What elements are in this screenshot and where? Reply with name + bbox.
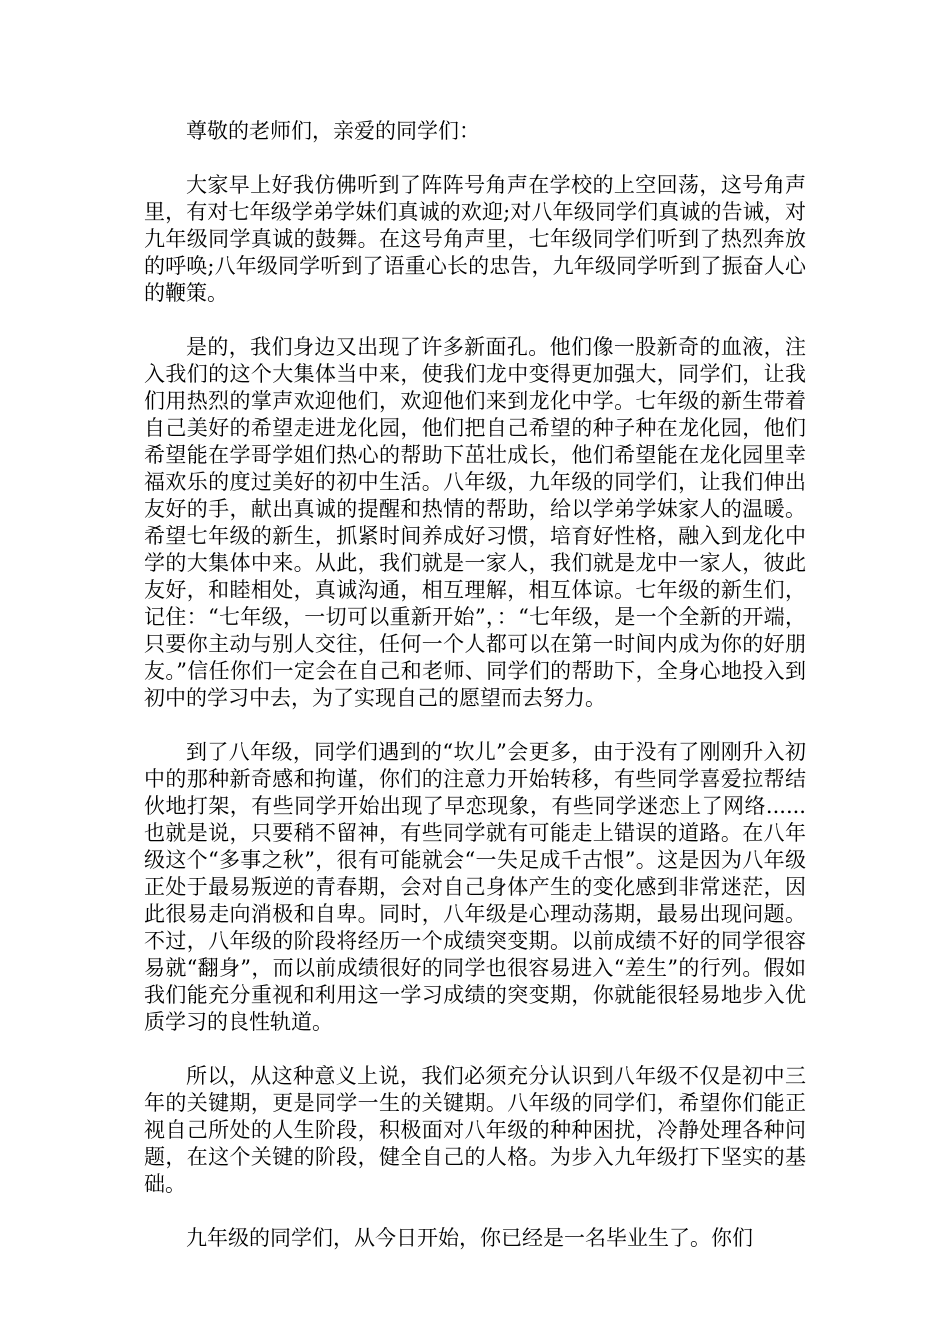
paragraph-5: 九年级的同学们，从今日开始，你已经是一名毕业生了。你们 xyxy=(186,1226,753,1250)
paragraph-2: 是的，我们身边又出现了许多新面孔。他们像一股新奇的血液，注入我们的这个大集体当中来，使我们龙中变得更加强大，同学们，让我们用热烈的掌声欢迎他们，欢迎他们来到龙化中学。七年级的新生带着自己美好的希望走进龙化园，他们把自己希望的种子种在龙化园，他们希望能在学哥学姐们热心的帮助下茁壮成长，他们希望能在龙化园里幸福欢乐的度过美好的初中生活。八年级，九年级的同学们，让我们伸出友好的手，献出真诚的提醒和热情的帮助，给以学弟学妹家人的温暖。希望七年级的新生，抓紧时间养成好习惯，培育好性格，融入到龙化中学的大集体中来。从此，我们就是一家人，我们就是龙中一家人，彼此友好，和睦相处，真诚沟通，相互理解，相互体谅。七年级的新生们，记住：“七年级，一切可以重新开始”，：“七年级，是一个全新的开端，只要你主动与别人交往，任何一个人都可以在第一时间内成为你的好朋友。”信任你们一定会在自己和老师、同学们的帮助下，全身心地投入到初中的学习中去，为了实现自己的愿望而去努力。 xyxy=(144,335,806,710)
paragraph-4: 所以，从这种意义上说，我们必须充分认识到八年级不仅是初中三年的关键期，更是同学一生的关键期。八年级的同学们，希望你们能正视自己所处的人生阶段，积极面对八年级的种种困扰，冷静处理各种问题，在这个关键的阶段，健全自己的人格。为步入九年级打下坚实的基础。 xyxy=(144,1064,806,1196)
paragraph-3: 到了八年级，同学们遇到的“坎儿”会更多，由于没有了刚刚升入初中的那种新奇感和拘谨，你们的注意力开始转移，有些同学喜爱拉帮结伙地打架，有些同学开始出现了早恋现象，有些同学迷恋上了网络......也就是说，只要稍不留神，有些同学就有可能走上错误的道路。在八年级这个“多事之秋”，很有可能就会“一失足成千古恨”。这是因为八年级正处于最易叛逆的青春期，会对自己身体产生的变化感到非常迷茫，因此很易走向消极和自卑。同时，八年级是心理动荡期，最易出现问题。不过，八年级的阶段将经历一个成绩突变期。以前成绩不好的同学很容易就“翻身”，而以前成绩很好的同学也很容易进入“差生”的行列。假如我们能充分重视和利用这一学习成绩的突变期，你就能很轻易地步入优质学习的良性轨道。 xyxy=(144,740,806,1034)
document-page xyxy=(144,118,806,1279)
paragraph-1: 大家早上好我仿佛听到了阵阵号角声在学校的上空回荡，这号角声里，有对七年级学弟学妹们真诚的欢迎;对八年级同学们真诚的告诫，对九年级同学真诚的鼓舞。在这号角声里，七年级同学们听到了热烈奔放的呼唤;八年级同学听到了语重心长的忠告，九年级同学听到了振奋人心的鞭策。 xyxy=(144,173,806,305)
salutation: 尊敬的老师们，亲爱的同学们： xyxy=(186,119,480,143)
